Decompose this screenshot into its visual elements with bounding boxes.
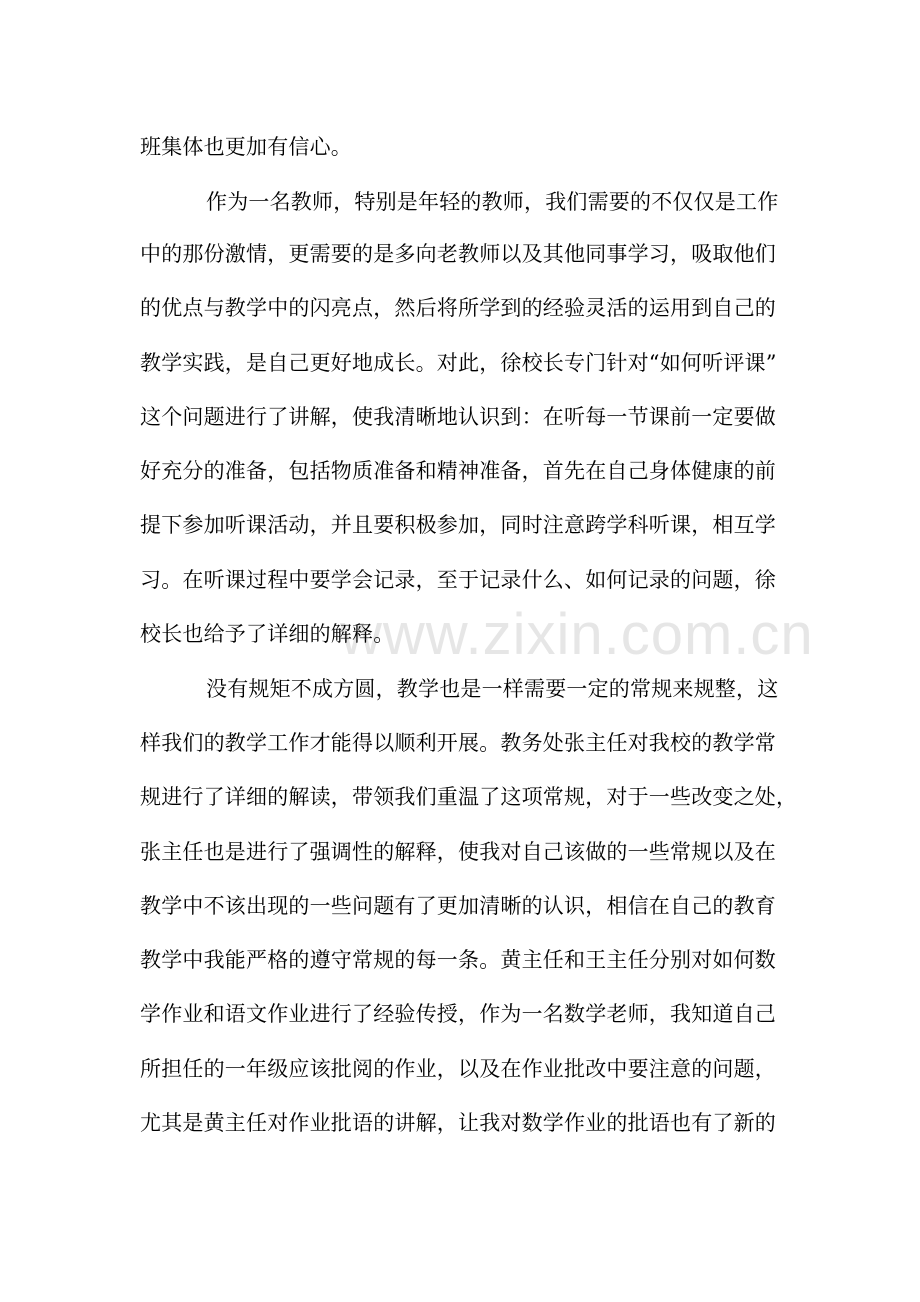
paragraph-2-line-2: 中的那份激情，更需要的是多向老教师以及其他同事学习，吸取他们 — [140, 242, 776, 266]
paragraph-3-line-6: 教学中我能严格的遵守常规的每一条。黄主任和王主任分别对如何数 — [140, 948, 776, 972]
paragraph-2-line-9: 校长也给予了详细的解释。 — [140, 622, 395, 646]
watermark: www.zixin.com.cn — [340, 602, 814, 667]
paragraph-3-line-1: 没有规矩不成方圆，教学也是一样需要一定的常规来规整，这 — [206, 677, 779, 701]
paragraph-3-line-8: 所担任的一年级应该批阅的作业，以及在作业批改中要注意的问题， — [140, 1057, 776, 1081]
paragraph-3-line-5: 教学中不该出现的一些问题有了更加清晰的认识，相信在自己的教育 — [140, 894, 776, 918]
paragraph-2-line-4: 教学实践，是自己更好地成长。对此，徐校长专门针对“如何听评课” — [140, 351, 777, 375]
paragraph-2-line-7: 提下参加听课活动，并且要积极参加，同时注意跨学科听课，相互学 — [140, 513, 776, 537]
paragraph-2-line-1: 作为一名教师，特别是年轻的教师，我们需要的不仅仅是工作 — [206, 190, 779, 214]
paragraph-2-line-3: 的优点与教学中的闪亮点，然后将所学到的经验灵活的运用到自己的 — [140, 296, 776, 320]
paragraph-2-line-5: 这个问题进行了讲解，使我清晰地认识到：在听每一节课前一定要做 — [140, 405, 776, 429]
paragraph-3-line-4: 张主任也是进行了强调性的解释，使我对自己该做的一些常规以及在 — [140, 840, 776, 864]
paragraph-3-line-3: 规进行了详细的解读，带领我们重温了这项常规，对于一些改变之处， — [140, 785, 798, 809]
paragraph-3-line-2: 样我们的教学工作才能得以顺利开展。教务处张主任对我校的教学常 — [140, 731, 776, 755]
paragraph-1-line-1: 班集体也更加有信心。 — [140, 135, 352, 159]
paragraph-2-line-8: 习。在听课过程中要学会记录，至于记录什么、如何记录的问题，徐 — [140, 568, 776, 592]
paragraph-3-line-9: 尤其是黄主任对作业批语的讲解，让我对数学作业的批语也有了新的 — [140, 1111, 776, 1135]
paragraph-2-line-6: 好充分的准备，包括物质准备和精神准备，首先在自己身体健康的前 — [140, 459, 776, 483]
paragraph-3-line-7: 学作业和语文作业进行了经验传授，作为一名数学老师，我知道自己 — [140, 1002, 776, 1026]
